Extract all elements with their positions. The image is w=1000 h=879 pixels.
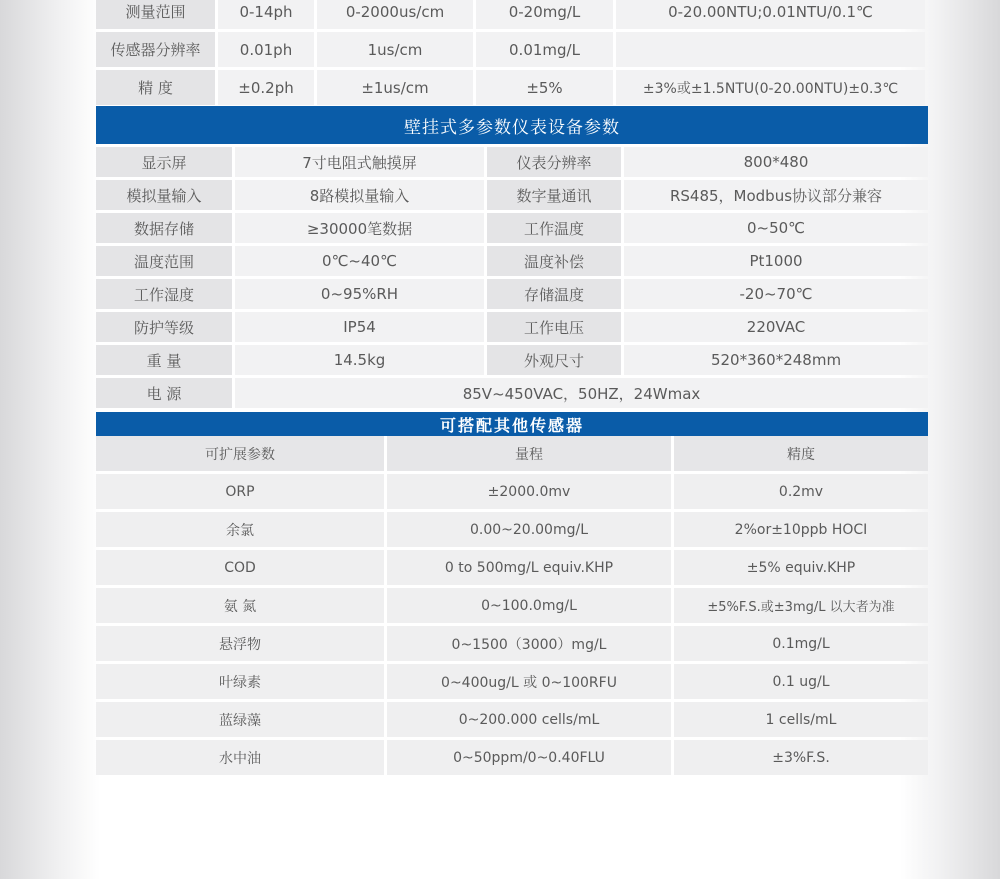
param-value: ≥30000笔数据 (235, 213, 484, 243)
spec-row-resolution (96, 32, 928, 67)
param-value: 0℃~40℃ (235, 246, 484, 276)
column-header: 量程 (387, 436, 671, 471)
spec-label: 测量范围 (96, 0, 215, 29)
param-label: 仪表分辨率 (487, 147, 621, 177)
table-cell: 蓝绿藻 (96, 702, 384, 737)
param-label: 显示屏 (96, 147, 232, 177)
param-value: 85V~450VAC，50HZ，24Wmax (235, 378, 928, 408)
spec-value: 0-20mg/L (476, 0, 613, 29)
spec-table-top (96, 0, 928, 108)
param-label: 工作电压 (487, 312, 621, 342)
spec-row-range (96, 0, 928, 29)
param-label: 模拟量输入 (96, 180, 232, 210)
param-value: 7寸电阻式触摸屏 (235, 147, 484, 177)
table-cell: COD (96, 550, 384, 585)
table-cell: 0.2mv (674, 474, 928, 509)
spec-value: 0-2000us/cm (317, 0, 473, 29)
param-value: 8路模拟量输入 (235, 180, 484, 210)
table-row (96, 279, 928, 309)
spec-value: 1us/cm (317, 32, 473, 67)
table-row (96, 626, 928, 661)
spec-value: 0-20.00NTU;0.01NTU/0.1℃ (616, 0, 925, 29)
table-cell: 0.1 ug/L (674, 664, 928, 699)
param-label: 数字量通讯 (487, 180, 621, 210)
table-cell: ±5%F.S.或±3mg/L 以大者为准 (674, 588, 928, 623)
sensor-table (96, 436, 928, 778)
table-row-power (96, 378, 928, 408)
param-value: 0~50℃ (624, 213, 928, 243)
table-cell: ±2000.0mv (387, 474, 671, 509)
table-cell: 0.00~20.00mg/L (387, 512, 671, 547)
spec-value (616, 32, 925, 67)
table-cell: 0 to 500mg/L equiv.KHP (387, 550, 671, 585)
spec-value: 0-14ph (218, 0, 314, 29)
param-value: 14.5kg (235, 345, 484, 375)
table-cell: 1 cells/mL (674, 702, 928, 737)
column-header: 可扩展参数 (96, 436, 384, 471)
table-cell: 0~400ug/L 或 0~100RFU (387, 664, 671, 699)
table-cell: 0~100.0mg/L (387, 588, 671, 623)
table-row (96, 147, 928, 177)
spec-row-accuracy (96, 70, 928, 105)
table-header-row (96, 436, 928, 471)
param-label: 电 源 (96, 378, 232, 408)
table-row (96, 474, 928, 509)
param-label: 存储温度 (487, 279, 621, 309)
param-value: 0~95%RH (235, 279, 484, 309)
sensor-section-title: 可搭配其他传感器 (96, 412, 928, 436)
table-row (96, 512, 928, 547)
param-label: 外观尺寸 (487, 345, 621, 375)
param-value: 800*480 (624, 147, 928, 177)
param-label: 工作湿度 (96, 279, 232, 309)
spec-value: ±0.2ph (218, 70, 314, 105)
param-value: 520*360*248mm (624, 345, 928, 375)
table-row (96, 740, 928, 775)
table-cell: 0.1mg/L (674, 626, 928, 661)
param-value: RS485，Modbus协议部分兼容 (624, 180, 928, 210)
table-cell: 2%or±10ppb HOCI (674, 512, 928, 547)
param-value: IP54 (235, 312, 484, 342)
table-row (96, 702, 928, 737)
table-cell: 0~1500（3000）mg/L (387, 626, 671, 661)
table-cell: 悬浮物 (96, 626, 384, 661)
table-row (96, 664, 928, 699)
spec-value: ±5% (476, 70, 613, 105)
table-row (96, 550, 928, 585)
table-row (96, 312, 928, 342)
param-label: 工作温度 (487, 213, 621, 243)
device-section-title: 壁挂式多参数仪表设备参数 (96, 106, 928, 144)
spec-label: 传感器分辨率 (96, 32, 215, 67)
table-row (96, 180, 928, 210)
table-cell: 0~200.000 cells/mL (387, 702, 671, 737)
spec-label: 精 度 (96, 70, 215, 105)
table-row (96, 588, 928, 623)
param-value: -20~70℃ (624, 279, 928, 309)
column-header: 精度 (674, 436, 928, 471)
spec-value: ±3%或±1.5NTU(0-20.00NTU)±0.3℃ (616, 70, 925, 105)
spec-value: 0.01ph (218, 32, 314, 67)
table-cell: 0~50ppm/0~0.40FLU (387, 740, 671, 775)
spec-value: ±1us/cm (317, 70, 473, 105)
spec-value: 0.01mg/L (476, 32, 613, 67)
param-label: 温度范围 (96, 246, 232, 276)
table-cell: 水中油 (96, 740, 384, 775)
table-cell: 叶绿素 (96, 664, 384, 699)
table-cell: 氨 氮 (96, 588, 384, 623)
table-row (96, 213, 928, 243)
param-label: 防护等级 (96, 312, 232, 342)
table-cell: ±5% equiv.KHP (674, 550, 928, 585)
table-cell: ORP (96, 474, 384, 509)
table-cell: ±3%F.S. (674, 740, 928, 775)
param-value: 220VAC (624, 312, 928, 342)
param-label: 数据存储 (96, 213, 232, 243)
table-cell: 余氯 (96, 512, 384, 547)
param-label: 重 量 (96, 345, 232, 375)
table-row (96, 345, 928, 375)
table-row (96, 246, 928, 276)
device-params-table (96, 147, 928, 411)
param-label: 温度补偿 (487, 246, 621, 276)
param-value: Pt1000 (624, 246, 928, 276)
